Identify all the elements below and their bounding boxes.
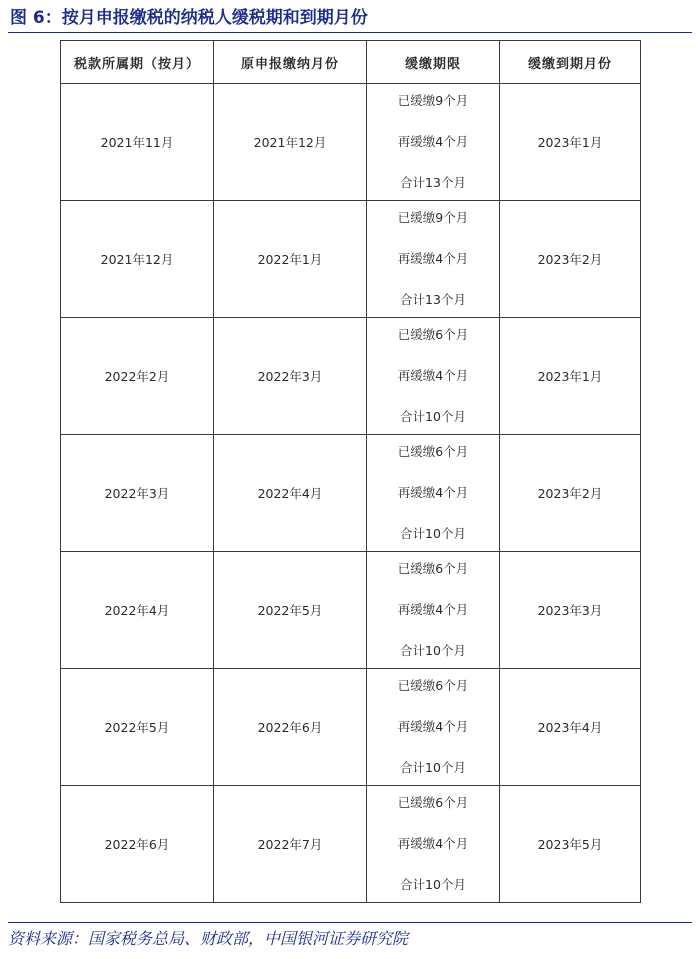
table-container (60, 40, 640, 903)
deferral-table (60, 40, 641, 903)
header-original-month: 原申报缴纳月份 (214, 41, 367, 84)
cell-deferral-period (367, 786, 500, 903)
cell-original-month: 2022年7月 (214, 786, 367, 903)
cell-tax-period: 2021年11月 (61, 84, 214, 201)
cell-original-month: 2022年5月 (214, 552, 367, 669)
table-row (61, 318, 641, 435)
cell-original-month: 2022年1月 (214, 201, 367, 318)
deferral-line: 再缓缴4个月 (397, 719, 469, 734)
deferral-line: 再缓缴4个月 (397, 134, 469, 149)
cell-due-month: 2023年2月 (500, 435, 641, 552)
deferral-line: 已缓缴9个月 (397, 93, 469, 108)
deferral-line: 再缓缴4个月 (397, 251, 469, 266)
table-row (61, 552, 641, 669)
deferral-line: 已缓缴6个月 (397, 561, 469, 576)
deferral-line: 合计10个月 (400, 877, 466, 892)
cell-tax-period: 2022年5月 (61, 669, 214, 786)
source-divider (8, 922, 692, 923)
deferral-lines (367, 326, 499, 426)
deferral-line: 再缓缴4个月 (397, 485, 469, 500)
table-row (61, 669, 641, 786)
deferral-line: 已缓缴9个月 (397, 210, 469, 225)
header-tax-period: 税款所属期（按月） (61, 41, 214, 84)
cell-deferral-period (367, 84, 500, 201)
deferral-line: 再缓缴4个月 (397, 836, 469, 851)
header-deferral-period: 缓缴期限 (367, 41, 500, 84)
cell-due-month: 2023年1月 (500, 318, 641, 435)
title-divider (8, 32, 692, 33)
deferral-line: 已缓缴6个月 (397, 795, 469, 810)
cell-original-month: 2022年4月 (214, 435, 367, 552)
deferral-lines (367, 92, 499, 192)
deferral-lines (367, 677, 499, 777)
figure-title: 图 6：按月申报缴税的纳税人缓税期和到期月份 (10, 8, 368, 28)
cell-deferral-period (367, 318, 500, 435)
deferral-line: 合计10个月 (400, 643, 466, 658)
cell-tax-period: 2022年4月 (61, 552, 214, 669)
deferral-line: 合计10个月 (400, 760, 466, 775)
cell-tax-period: 2021年12月 (61, 201, 214, 318)
cell-original-month: 2021年12月 (214, 84, 367, 201)
cell-due-month: 2023年5月 (500, 786, 641, 903)
deferral-line: 合计10个月 (400, 409, 466, 424)
deferral-line: 已缓缴6个月 (397, 444, 469, 459)
cell-due-month: 2023年2月 (500, 201, 641, 318)
deferral-line: 再缓缴4个月 (397, 602, 469, 617)
deferral-line: 再缓缴4个月 (397, 368, 469, 383)
deferral-lines (367, 443, 499, 543)
source-note: 资料来源：国家税务总局、财政部，中国银河证券研究院 (8, 929, 409, 948)
deferral-lines (367, 560, 499, 660)
deferral-lines (367, 209, 499, 309)
cell-original-month: 2022年3月 (214, 318, 367, 435)
header-due-month: 缓缴到期月份 (500, 41, 641, 84)
deferral-line: 已缓缴6个月 (397, 678, 469, 693)
cell-original-month: 2022年6月 (214, 669, 367, 786)
deferral-line: 合计13个月 (400, 175, 466, 190)
deferral-lines (367, 794, 499, 894)
table-row (61, 201, 641, 318)
deferral-line: 合计10个月 (400, 526, 466, 541)
deferral-line: 合计13个月 (400, 292, 466, 307)
cell-due-month: 2023年1月 (500, 84, 641, 201)
table-row (61, 435, 641, 552)
cell-tax-period: 2022年2月 (61, 318, 214, 435)
cell-tax-period: 2022年3月 (61, 435, 214, 552)
cell-tax-period: 2022年6月 (61, 786, 214, 903)
cell-deferral-period (367, 669, 500, 786)
table-row (61, 786, 641, 903)
cell-deferral-period (367, 435, 500, 552)
deferral-line: 已缓缴6个月 (397, 327, 469, 342)
cell-due-month: 2023年4月 (500, 669, 641, 786)
cell-deferral-period (367, 201, 500, 318)
cell-due-month: 2023年3月 (500, 552, 641, 669)
cell-deferral-period (367, 552, 500, 669)
table-body (61, 84, 641, 903)
header-row (61, 41, 641, 84)
table-row (61, 84, 641, 201)
